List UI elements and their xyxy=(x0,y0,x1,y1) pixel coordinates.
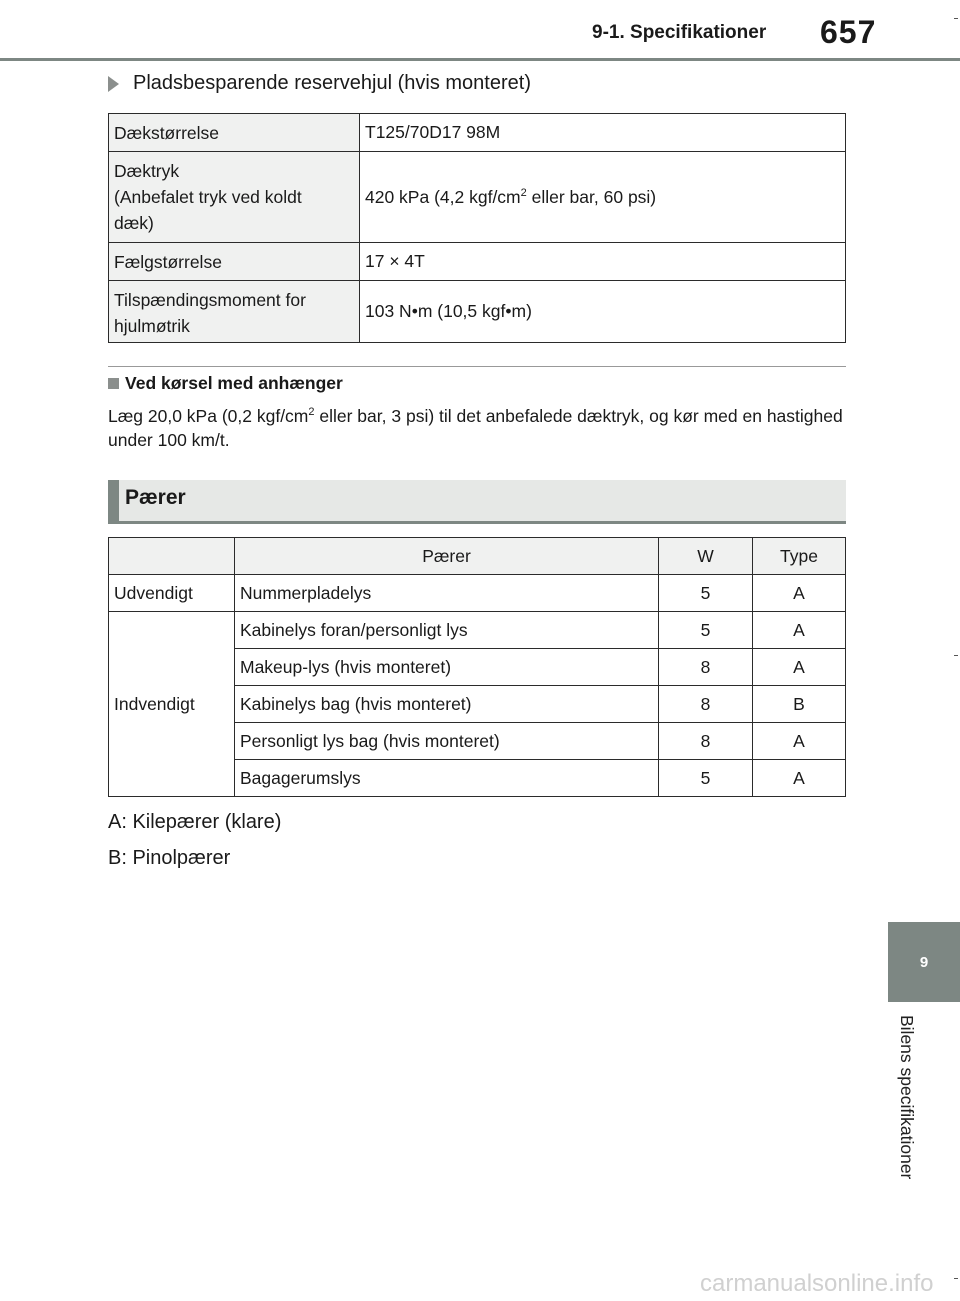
pressure-value-rest: eller bar, 60 psi) xyxy=(526,186,657,207)
table-row xyxy=(109,114,846,152)
bulb-name: Bagagerumslys xyxy=(235,760,659,797)
legend-b: B: Pinolpærer xyxy=(108,847,231,869)
bulb-watt: 8 xyxy=(659,649,753,686)
bulb-type: A xyxy=(753,575,846,612)
section-band xyxy=(108,480,846,524)
spec-value: 103 N•m (10,5 kgf•m) xyxy=(360,281,846,343)
spec-label: Dækstørrelse xyxy=(109,114,360,152)
bulb-type: A xyxy=(753,723,846,760)
band-accent xyxy=(108,480,119,524)
bulb-watt: 5 xyxy=(659,575,753,612)
bulb-name: Kabinelys bag (hvis monteret) xyxy=(235,686,659,723)
section-title: 9-1. Specifikationer xyxy=(592,22,767,43)
spec-label xyxy=(109,152,360,243)
bulb-watt: 5 xyxy=(659,612,753,649)
bulb-type: B xyxy=(753,686,846,723)
column-header xyxy=(109,538,235,575)
pressure-value: 420 kPa (4,2 kgf/cm xyxy=(365,186,521,207)
superscript: 2 xyxy=(308,406,315,418)
spec-value xyxy=(360,152,846,243)
trailer-title: Ved kørsel med anhænger xyxy=(125,373,343,393)
chapter-tab[interactable] xyxy=(888,922,960,1002)
spec-label xyxy=(109,281,360,343)
bulb-type: A xyxy=(753,612,846,649)
bulb-name: Personligt lys bag (hvis monteret) xyxy=(235,723,659,760)
spec-label-line: Dæktryk xyxy=(114,161,180,181)
spec-value: T125/70D17 98M xyxy=(360,114,846,152)
spec-label-line: Tilspændingsmoment for xyxy=(114,290,306,310)
chapter-number: 9 xyxy=(919,953,929,971)
bulb-type: A xyxy=(753,649,846,686)
spec-label-line: hjulmøtrik xyxy=(114,316,190,336)
header-rule xyxy=(0,58,960,61)
bulbs-section-title: Pærer xyxy=(125,486,186,509)
trailer-text-part: Læg 20,0 kPa (0,2 kgf/cm xyxy=(108,406,309,426)
page-number: 657 xyxy=(820,14,877,50)
square-bullet-icon xyxy=(108,378,119,389)
bulb-name: Nummerpladelys xyxy=(235,575,659,612)
spec-label-line: dæk) xyxy=(114,213,154,233)
crop-mark xyxy=(954,18,958,19)
bulb-watt: 8 xyxy=(659,686,753,723)
divider xyxy=(108,366,846,367)
crop-mark xyxy=(954,655,958,656)
trailer-text xyxy=(108,404,848,452)
group-cell: Udvendigt xyxy=(109,575,235,612)
bulb-watt: 5 xyxy=(659,760,753,797)
chapter-label: Bilens specifikationer xyxy=(897,1015,917,1180)
table-header-row xyxy=(109,538,846,575)
trailer-heading xyxy=(108,373,343,394)
bulb-name: Kabinelys foran/personligt lys xyxy=(235,612,659,649)
group-cell: Indvendigt xyxy=(109,612,235,797)
spare-wheel-heading xyxy=(108,72,531,95)
table-row xyxy=(109,243,846,281)
spare-wheel-title: Pladsbesparende reservehjul (hvis monteret) xyxy=(133,72,531,94)
trailer-text-part: eller bar, 3 psi) til det anbefalede dæktryk, og kør med en hastighed under 100 km/t. xyxy=(108,406,843,450)
table-row xyxy=(109,575,846,612)
table-row xyxy=(109,281,846,343)
crop-mark xyxy=(954,1278,958,1279)
bulbs-table xyxy=(108,537,846,797)
column-header: Type xyxy=(753,538,846,575)
watermark: carmanualsonline.info xyxy=(700,1270,934,1297)
triangle-bullet-icon xyxy=(108,76,119,92)
table-row xyxy=(109,612,846,649)
spec-label: Fælgstørrelse xyxy=(109,243,360,281)
spec-label-line: (Anbefalet tryk ved koldt xyxy=(114,187,302,207)
spec-value: 17 × 4T xyxy=(360,243,846,281)
bulb-watt: 8 xyxy=(659,723,753,760)
bulb-type: A xyxy=(753,760,846,797)
column-header: Pærer xyxy=(235,538,659,575)
superscript: 2 xyxy=(520,186,527,199)
legend-a: A: Kilepærer (klare) xyxy=(108,811,282,833)
column-header: W xyxy=(659,538,753,575)
table-row xyxy=(109,152,846,243)
bulb-name: Makeup-lys (hvis monteret) xyxy=(235,649,659,686)
spare-wheel-table xyxy=(108,113,846,343)
